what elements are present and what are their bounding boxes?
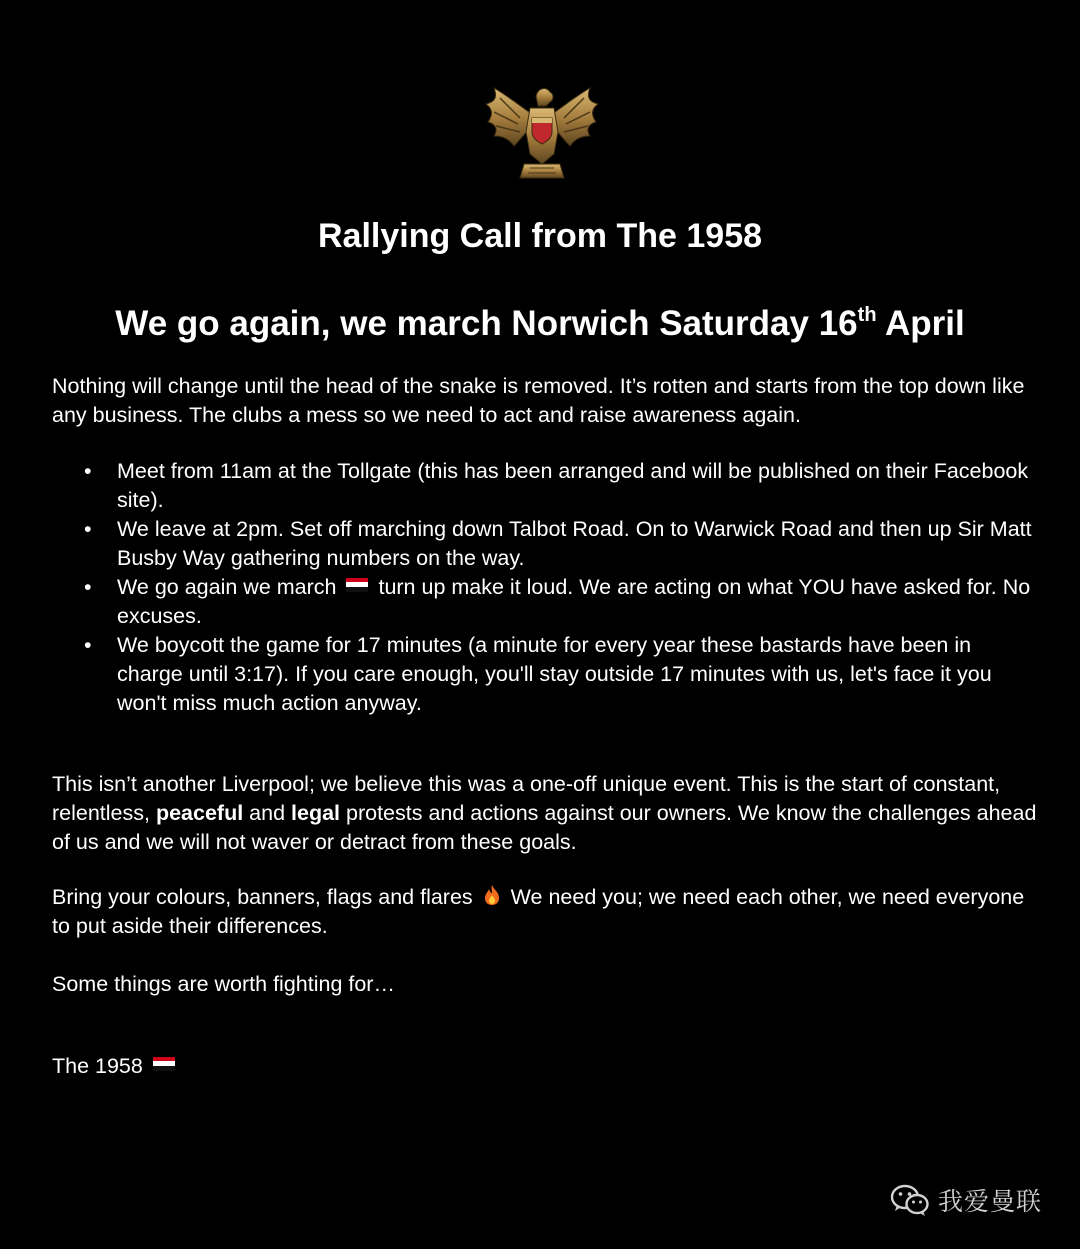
bullet-marker: • (84, 575, 92, 599)
event-heading (0, 302, 1080, 346)
ordinal-suffix: th (857, 304, 877, 326)
list-item-text-before: We go again we march (117, 575, 337, 599)
paragraph-text: protests and actions against our owners. We know the challenges ahead of us and we will not waver or detract from these goals. (52, 801, 1037, 854)
list-item (52, 457, 1042, 515)
paragraph-text: This isn’t another Liverpool; we believe this was a one-off unique event. This is the start of constant, relentless, (52, 772, 1001, 825)
bullet-marker: • (84, 459, 92, 483)
page-title: Rallying Call from The 1958 (317, 217, 763, 255)
emphasis-legal: legal (291, 801, 341, 825)
bullet-marker: • (84, 517, 92, 541)
paragraph-text: Bring your colours, banners, flags and flares (52, 885, 473, 909)
list-item (52, 631, 1042, 718)
watermark-text: 我爱曼联 (938, 1187, 1043, 1216)
wechat-icon (890, 1183, 930, 1217)
plan-list (52, 457, 1042, 718)
paragraph-text: We need you; we need each other, we need everyone to put aside their differences. (52, 885, 1025, 938)
bullet-marker: • (84, 633, 92, 657)
eagle-crest-icon (480, 84, 604, 184)
signoff (52, 1052, 1042, 1081)
paragraph-text: and (243, 801, 292, 825)
signoff-text: The 1958 (52, 1054, 143, 1078)
list-item-text: We leave at 2pm. Set off marching down Talbot Road. On to Warwick Road and then up Sir Matt Busby Way gathering numbers on the way. (117, 517, 1032, 570)
event-heading-text: We go again, we march Norwich Saturday 16 (115, 304, 858, 343)
closing-line: Some things are worth fighting for… (52, 972, 395, 996)
liverpool-paragraph (52, 770, 1042, 857)
event-heading-tail: April (876, 304, 965, 343)
flag-icon (153, 1057, 175, 1071)
bring-paragraph (52, 883, 1042, 941)
list-item-text: Meet from 11am at the Tollgate (this has been arranged and will be published on their Facebook site). (117, 459, 1029, 512)
intro-paragraph: Nothing will change until the head of the snake is removed. It’s rotten and starts from the top down like any business. The clubs a mess so we need to act and raise awareness again. (52, 374, 1025, 427)
flag-icon (346, 578, 368, 592)
list-item (52, 515, 1042, 573)
list-item-text-after: turn up make it loud. We are acting on what YOU have asked for. No excuses. (117, 575, 1031, 628)
list-item (52, 573, 1042, 631)
list-item-text: We boycott the game for 17 minutes (a minute for every year these bastards have been in charge until 3:17). If you care enough, you'll stay outside 17 minutes with us, let's face it you won't miss much action anyway. (117, 633, 992, 715)
emphasis-peaceful: peaceful (155, 801, 244, 825)
fire-icon (483, 884, 501, 906)
watermark (890, 1180, 1042, 1220)
